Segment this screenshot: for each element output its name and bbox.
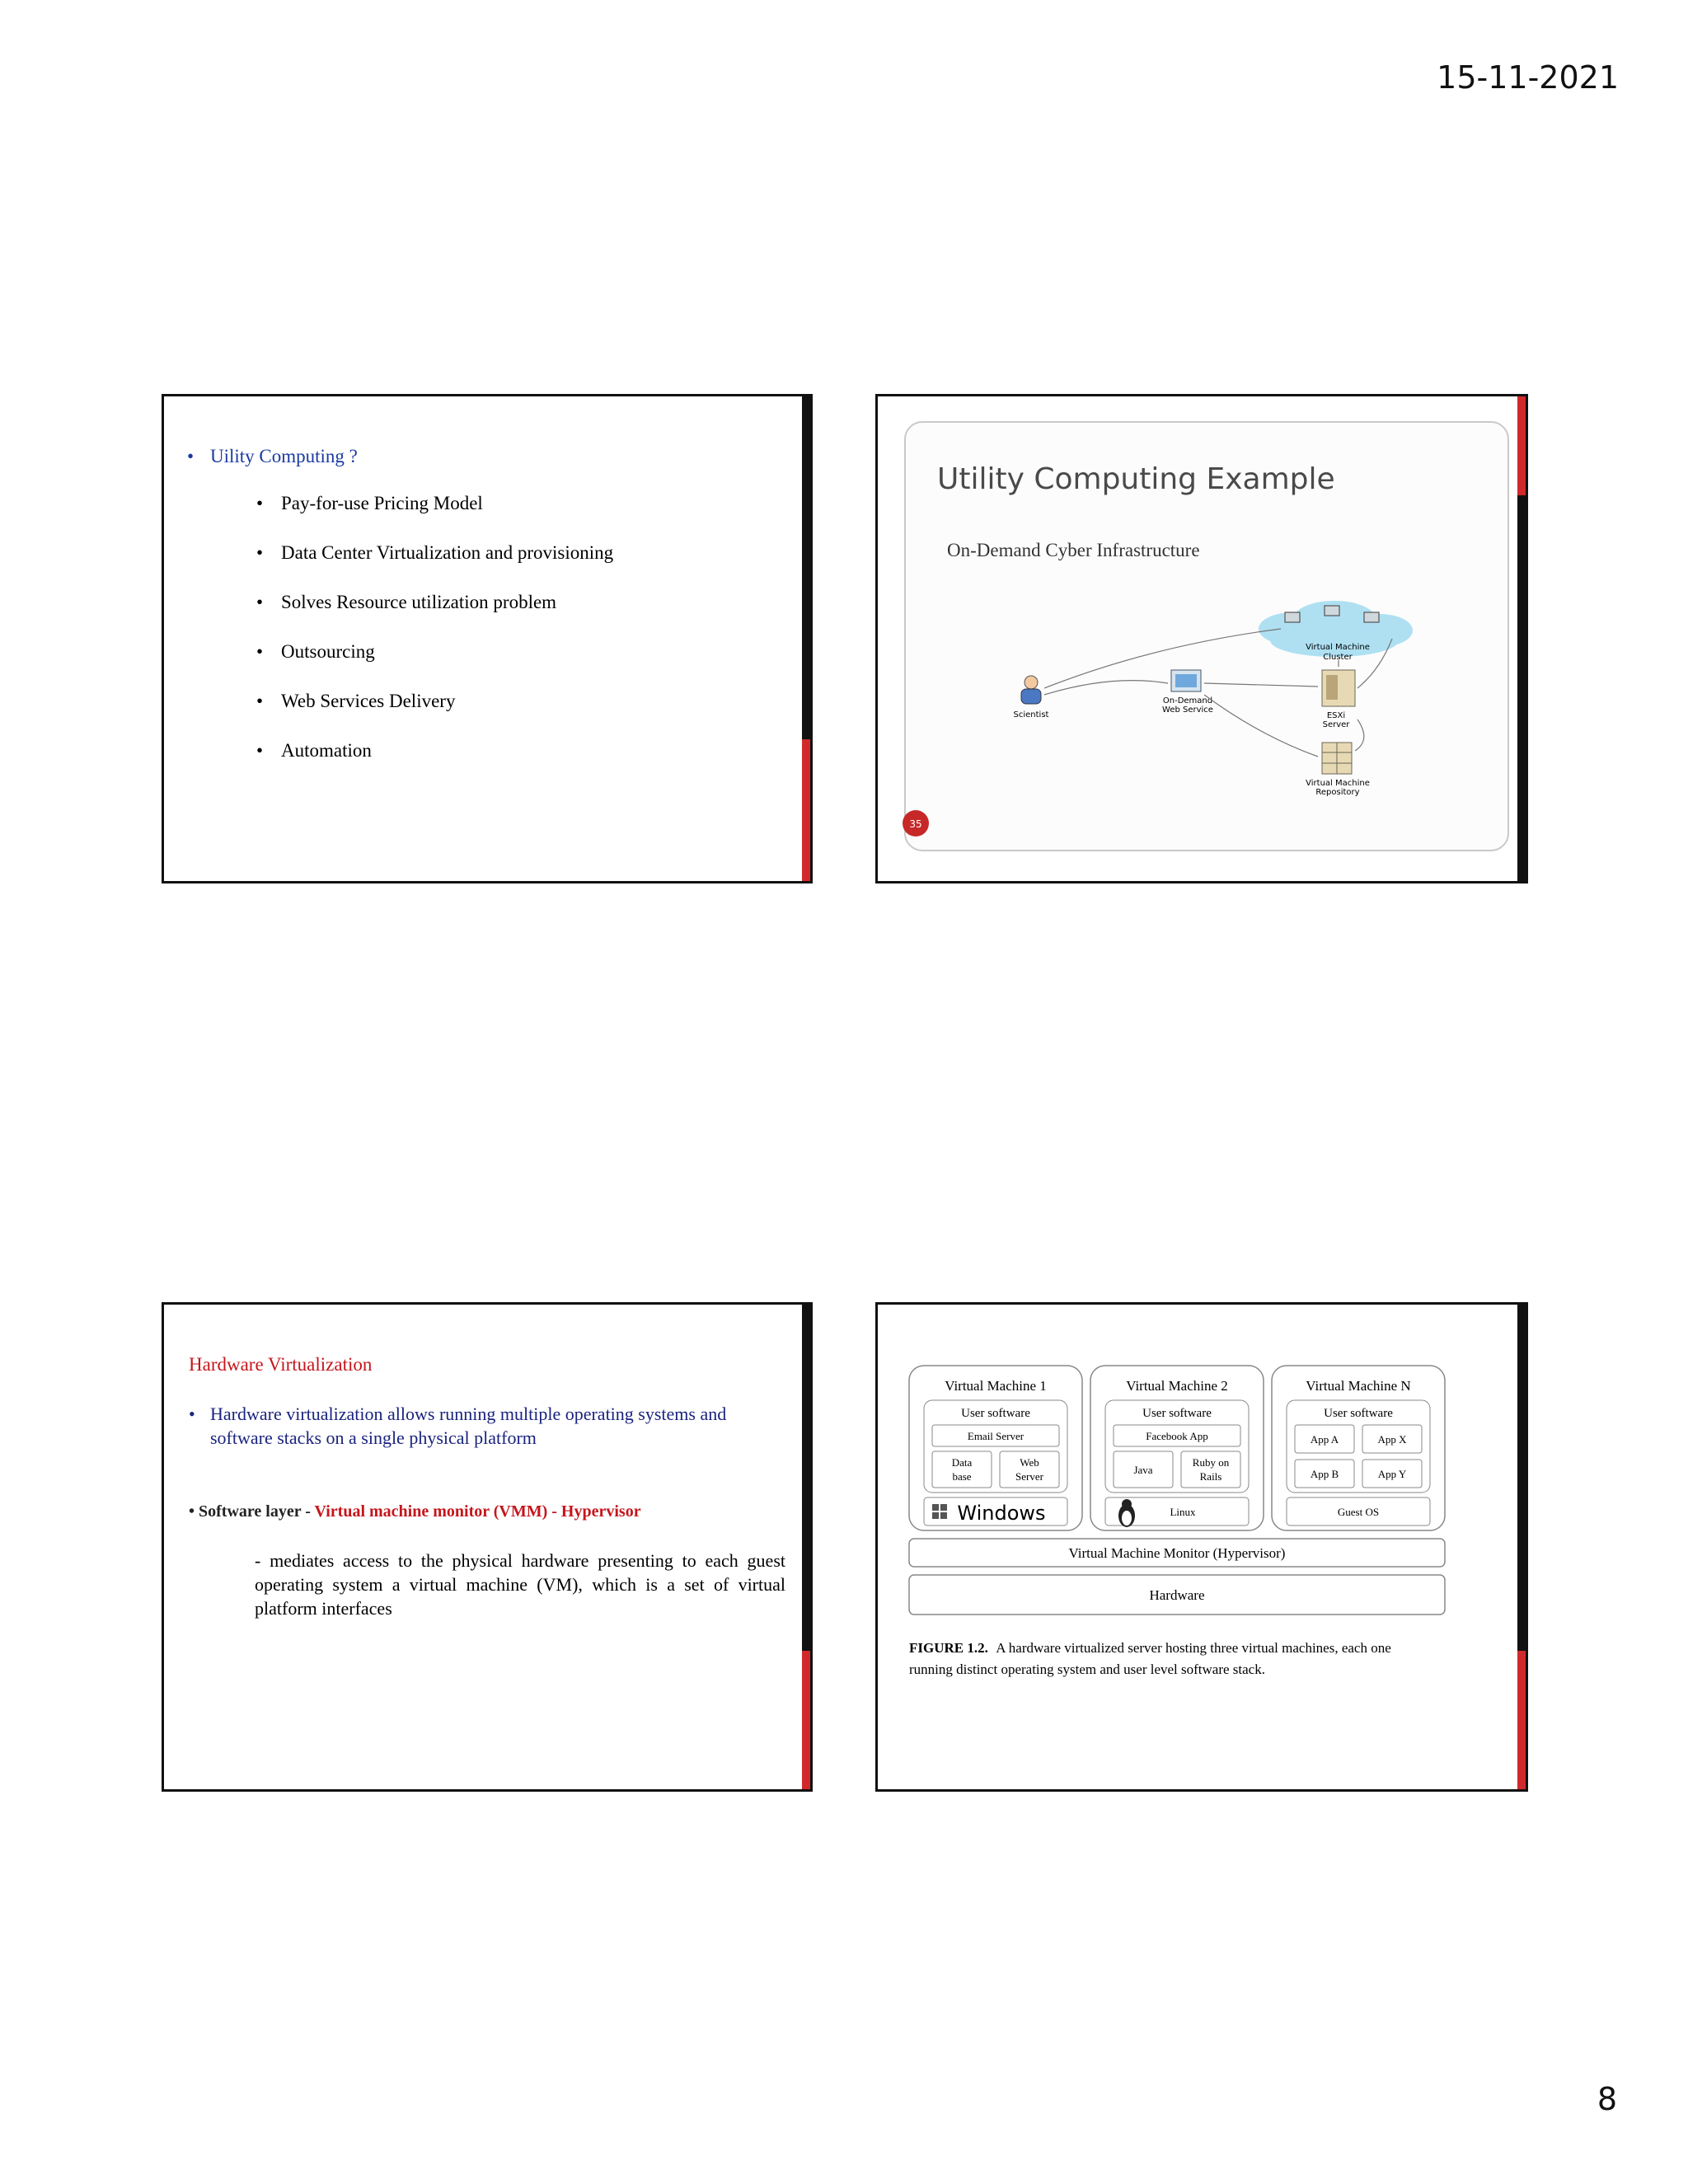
user-software-label: User software (961, 1407, 1030, 1420)
repository-icon (1322, 743, 1352, 774)
slide-title: Utility Computing Example (937, 462, 1335, 496)
bullet-paragraph: • Hardware virtualization allows running multiple operating systems and software stacks on a single physical platform (189, 1402, 782, 1450)
scientist-icon (1021, 676, 1041, 704)
slide-number: 35 (909, 818, 922, 830)
esxi-label: Server (1322, 720, 1350, 729)
web-service-label: On-Demand (1162, 696, 1213, 705)
app-label: Java (1133, 1464, 1153, 1476)
bullet-list (164, 493, 613, 790)
esxi-label: ESXi (1326, 711, 1346, 720)
app-label: App Y (1377, 1468, 1407, 1480)
app-label: Rails (1199, 1470, 1222, 1483)
vm-title: Virtual Machine N (1306, 1378, 1411, 1394)
page-date: 15-11-2021 (1437, 59, 1619, 96)
os-label: Guest OS (1337, 1506, 1380, 1518)
slide-subtitle: On-Demand Cyber Infrastructure (947, 540, 1200, 560)
cluster-label: Virtual Machine (1306, 643, 1370, 652)
cyber-infrastructure-diagram (906, 423, 1507, 850)
slide-title: • Uility Computing ? (189, 446, 358, 467)
hardware-label: Hardware (1149, 1587, 1205, 1603)
app-label: App B (1310, 1468, 1339, 1480)
server-icon (1322, 670, 1355, 706)
app-label: App A (1310, 1433, 1339, 1446)
slide-side-accent (802, 739, 810, 883)
scientist-label: Scientist (1013, 710, 1049, 719)
repository-label: Virtual Machine (1306, 779, 1370, 788)
software-layer-line: • Software layer - Virtual machine monitor (VMM) - Hypervisor (189, 1502, 641, 1521)
app-label: base (952, 1470, 972, 1483)
slide-title: Hardware Virtualization (189, 1354, 373, 1375)
slide-utility-computing (162, 394, 813, 883)
app-label: App X (1377, 1433, 1407, 1446)
list-item: • Automation (164, 740, 613, 790)
list-item: • Data Center Virtualization and provisioning (164, 542, 613, 592)
caption-label: FIGURE 1.2. (909, 1640, 988, 1656)
slide-hypervisor-figure (875, 1302, 1528, 1792)
slide-card (904, 421, 1509, 851)
user-software-label: User software (1324, 1407, 1393, 1420)
description-paragraph: - mediates access to the physical hardware presenting to each guest operating system a virtual machine (VM), which is a set of virtual platform interfaces (255, 1550, 785, 1619)
web-service-label: Web Service (1162, 705, 1213, 715)
linux-penguin-icon (1118, 1499, 1135, 1527)
caption-text: A hardware virtualized server hosting three virtual machines, each one (996, 1640, 1391, 1656)
app-label: Web (1020, 1456, 1039, 1469)
hypervisor-label: Virtual Machine Monitor (Hypervisor) (1068, 1545, 1286, 1561)
repository-label: Repository (1315, 788, 1360, 797)
app-label: Email Server (967, 1430, 1025, 1442)
slide-hardware-virtualization (162, 1302, 813, 1792)
slide-side-accent (802, 1651, 810, 1792)
app-label: Server (1015, 1470, 1043, 1483)
app-label: Data (951, 1456, 973, 1469)
app-label: Facebook App (1146, 1430, 1208, 1442)
user-software-label: User software (1142, 1407, 1212, 1420)
page-number: 8 (1597, 2081, 1617, 2117)
web-service-icon (1171, 670, 1201, 691)
cluster-label: Cluster (1323, 653, 1353, 662)
app-label: Ruby on (1192, 1456, 1230, 1469)
vm-title: Virtual Machine 2 (1126, 1378, 1228, 1394)
os-label: Linux (1170, 1506, 1196, 1518)
hardware-virtualization-figure (878, 1305, 1521, 1792)
vm-title: Virtual Machine 1 (945, 1378, 1047, 1394)
windows-logo-icon (932, 1504, 947, 1519)
list-item: • Web Services Delivery (164, 691, 613, 740)
list-item: • Outsourcing (164, 641, 613, 691)
list-item: • Solves Resource utilization problem (164, 592, 613, 641)
os-label: Windows (957, 1502, 1046, 1525)
figure-caption (909, 1640, 1391, 1656)
slide-side-accent (1517, 396, 1526, 495)
slide-utility-example (875, 394, 1528, 883)
caption-text: running distinct operating system and user level software stack. (909, 1661, 1265, 1677)
list-item: • Pay-for-use Pricing Model (164, 493, 613, 542)
